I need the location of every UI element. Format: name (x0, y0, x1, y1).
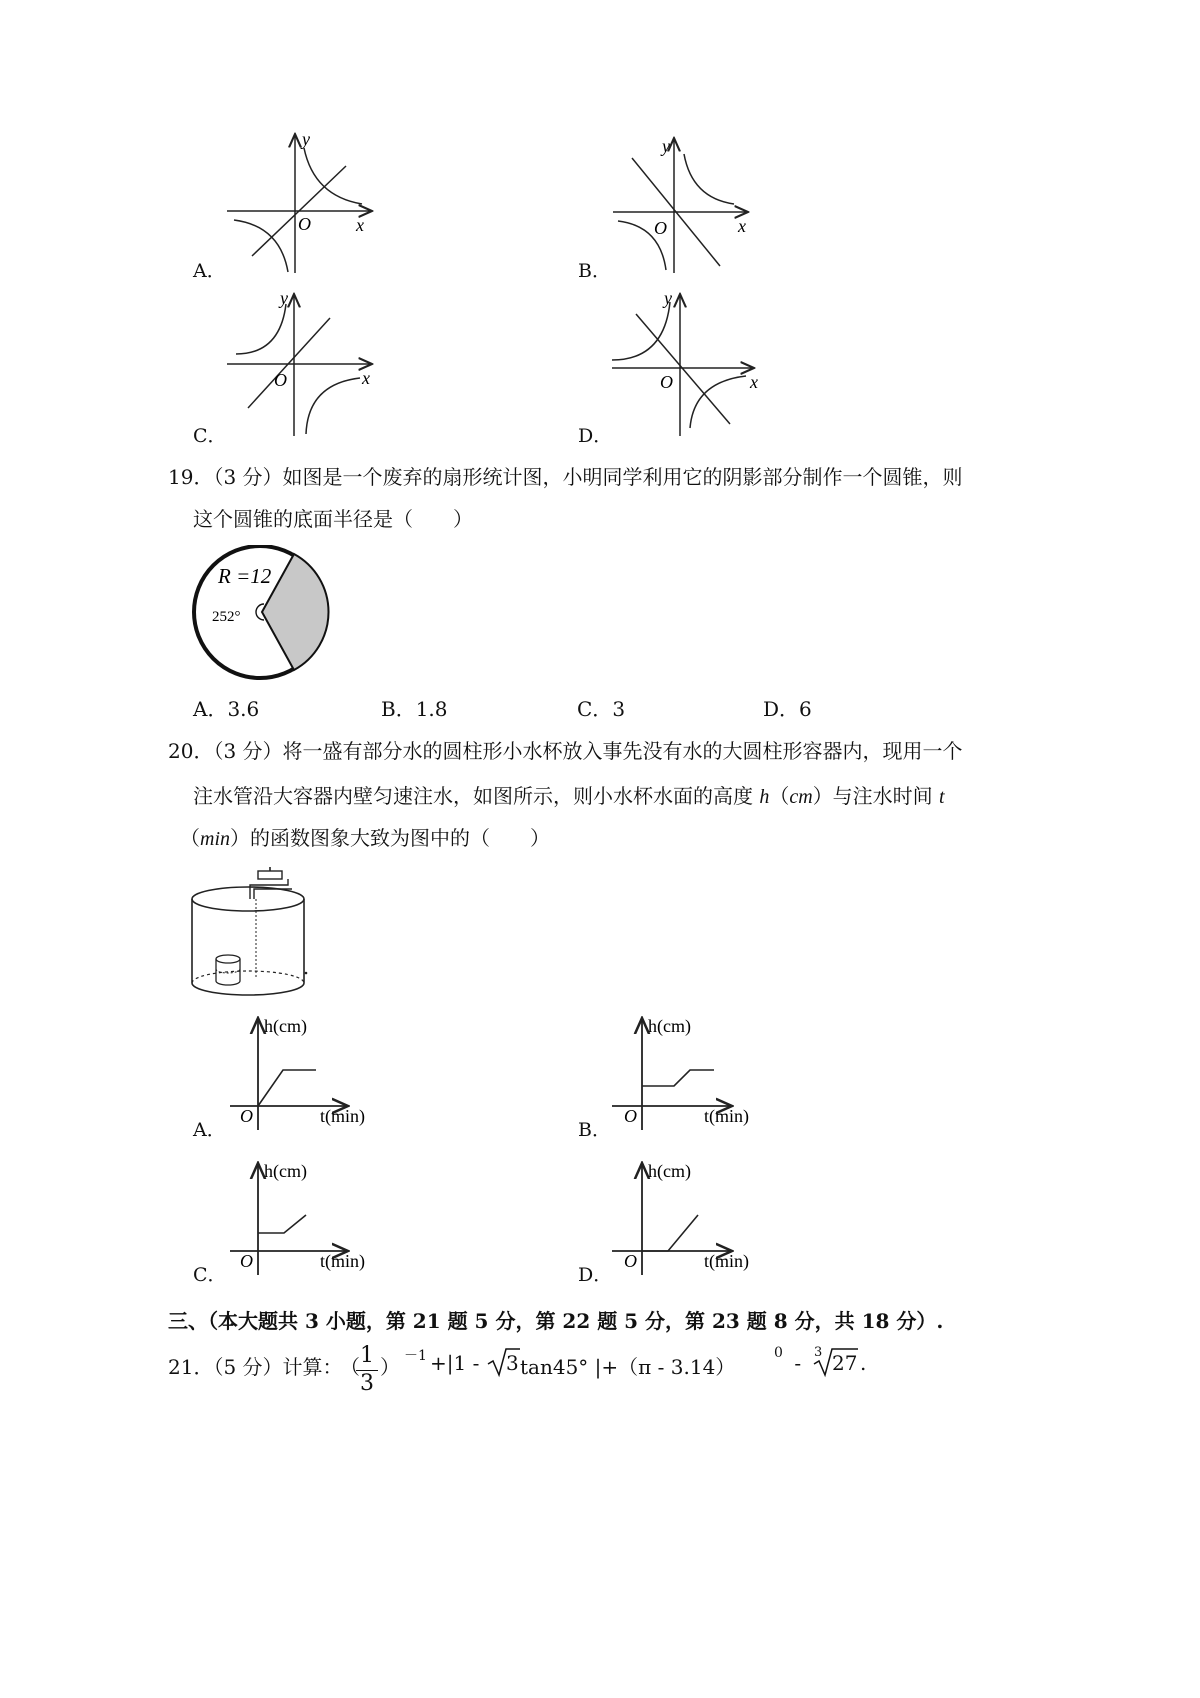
q21-prompt: 计算： (282, 1355, 343, 1379)
q19-score: （3 分） (213, 465, 283, 489)
q19-choice-c[interactable]: C．3 (577, 697, 626, 721)
q20-graph-c (228, 1157, 378, 1277)
q21-score: （5 分） (213, 1355, 283, 1379)
hyperbola-branch-q2 (612, 302, 670, 360)
big-cup-top (192, 887, 304, 911)
q18-graph-b (608, 128, 768, 276)
origin-label: O (624, 1251, 637, 1271)
q19-choice-d[interactable]: D．6 (763, 697, 812, 721)
q20-graph-b (612, 1012, 762, 1132)
faucet (258, 871, 282, 879)
h-t-graph (642, 1070, 714, 1086)
origin-label: O (624, 1106, 637, 1126)
q20-score: （3 分） (213, 739, 283, 763)
q21-fraction-numerator: 1 (360, 1343, 374, 1368)
y-axis-label: h(cm) (648, 1161, 691, 1181)
section3-heading: 三、（本大题共 3 小题，第 21 题 5 分，第 22 题 5 分，第 23 题 8 分，共 18 分）. (168, 1309, 944, 1333)
linear-function (636, 314, 730, 424)
y-axis-label: y (280, 288, 288, 308)
x-axis-label: x (362, 368, 370, 388)
linear-function (248, 318, 330, 408)
h-t-graph (258, 1215, 306, 1233)
origin-label: O (240, 1251, 253, 1271)
radius-label: R =12 (218, 564, 272, 588)
y-axis-label: h(cm) (264, 1161, 307, 1181)
q21-cuberoot-index: 3 (814, 1345, 823, 1360)
y-axis-label: h(cm) (264, 1016, 307, 1036)
q19-line2: 这个圆锥的底面半径是（ ） (193, 507, 473, 531)
origin-label: O (660, 372, 673, 392)
q18-option-b-label[interactable]: B． (578, 260, 611, 282)
hyperbola-branch-q1 (304, 148, 362, 204)
origin-label: O (654, 218, 667, 238)
x-axis-label: x (750, 372, 758, 392)
origin-label: O (274, 370, 287, 390)
q18-graph-d (608, 288, 768, 440)
q21-number: 21． (168, 1355, 214, 1379)
q18-option-d-label[interactable]: D． (578, 425, 613, 447)
h-t-graph (642, 1215, 698, 1251)
q20-option-a-label[interactable]: A． (193, 1119, 226, 1141)
q19-choice-b[interactable]: B．1.8 (381, 697, 448, 721)
q21-sqrt-radicand: 3 (506, 1351, 519, 1375)
q20-option-b-label[interactable]: B． (578, 1119, 611, 1141)
q20-stem-1: 将一盛有部分水的圆柱形小水杯放入事先没有水的大圆柱形容器内，现用一个 (282, 739, 963, 763)
y-axis-label: h(cm) (648, 1016, 691, 1036)
q18-graph-c (222, 288, 382, 440)
y-axis-label: y (664, 288, 672, 308)
q21-exponent-zero: 0 (774, 1345, 783, 1361)
x-axis-label: x (356, 215, 364, 235)
origin-label: O (240, 1106, 253, 1126)
q20-number: 20． (168, 739, 214, 763)
q20-line3: （min）的函数图象大致为图中的（ ） (180, 826, 550, 850)
q19-choice-a[interactable]: A．3.6 (193, 697, 260, 721)
q20-option-c-label[interactable]: C． (193, 1264, 227, 1286)
q20-graph-a (228, 1012, 378, 1132)
hyperbola-branch-q3 (234, 220, 288, 272)
hyperbola-branch-q4 (306, 378, 360, 434)
q21-fraction-denominator: 3 (360, 1371, 374, 1396)
angle-label: 252° (212, 609, 241, 625)
h-t-graph (258, 1070, 316, 1106)
x-axis-label: t(min) (320, 1251, 365, 1271)
hyperbola-branch-q4 (690, 376, 746, 428)
q21-cuberoot-radicand: 27 (832, 1351, 858, 1375)
x-axis-label: t(min) (704, 1251, 749, 1271)
hyperbola-branch-q1 (684, 154, 734, 204)
small-cup-top (216, 955, 240, 963)
q19-number: 19． (168, 465, 214, 489)
y-axis-label: y (302, 129, 310, 149)
q20-line2: 注水管沿大容器内壁匀速注水，如图所示，则小水杯水面的高度 h（cm）与注水时间 t (193, 784, 945, 808)
q18-option-c-label[interactable]: C． (193, 425, 227, 447)
q20-option-d-label[interactable]: D． (578, 1264, 613, 1286)
q19-stem-1: 如图是一个废弃的扇形统计图，小明同学利用它的阴影部分制作一个圆锥，则 (282, 465, 963, 489)
q18-graph-a (222, 128, 382, 276)
x-axis-label: t(min) (320, 1106, 365, 1126)
hyperbola-branch-q2 (236, 304, 286, 354)
q20-graph-d (612, 1157, 762, 1277)
q18-option-a-label[interactable]: A． (193, 260, 226, 282)
q21: 21．（5 分）计算： （ 1 3 ） －1 +|1 - 3 tan45° |+（π - 3.14） 0 - 3 27 . (168, 1343, 867, 1396)
x-axis-label: x (738, 216, 746, 236)
water-pipe (250, 879, 292, 899)
big-cup-bottom (192, 983, 304, 995)
origin-label: O (298, 214, 311, 234)
y-axis-label: y (662, 136, 670, 156)
q20-container-illustration (188, 865, 328, 1000)
x-axis-label: t(min) (704, 1106, 749, 1126)
q21-exponent-neg1: －1 (404, 1348, 427, 1364)
q19-sector-chart (190, 545, 340, 685)
